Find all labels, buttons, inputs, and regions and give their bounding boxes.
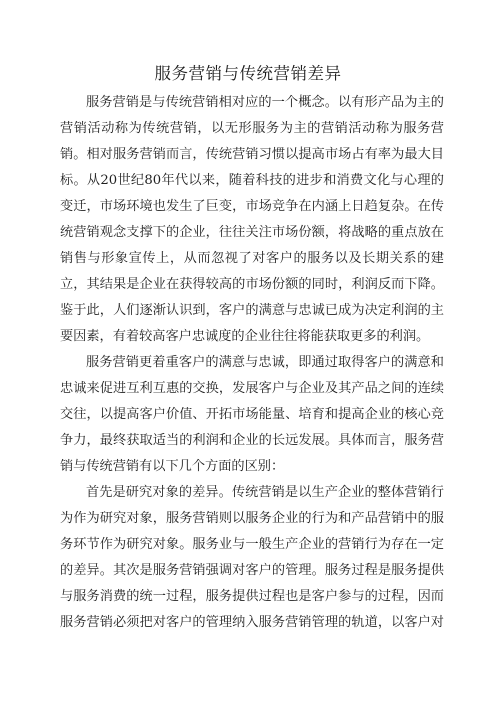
paragraph-line: 销。相对服务营销而言，传统营销习惯以提高市场占有率为最大目 [60, 147, 444, 162]
paragraph-line: 统营销观念支撑下的企业，往往关注市场份额，将战略的重点放在 [60, 225, 444, 240]
paragraph-line: 务环节作为研究对象。服务业与一般生产企业的营销行为存在一定 [60, 537, 444, 552]
paragraph-line: 标。从20世纪80年代以来，随着科技的进步和消费文化与心理的 [60, 173, 444, 188]
paragraph-line: 营销活动称为传统营销，以无形服务为主的营销活动称为服务营 [60, 121, 444, 136]
paragraph-line: 销与传统营销有以下几个方面的区别： [60, 459, 285, 474]
document-title: 服务营销与传统营销差异 [154, 64, 342, 83]
paragraph-line: 立，其结果是企业在获得较高的市场份额的同时，利润反而下降。 [60, 277, 444, 292]
paragraph-line: 忠诚来促进互利互惠的交换，发展客户与企业及其产品之间的连续 [60, 381, 444, 396]
paragraph-line: 服务营销必须把对客户的管理纳入服务营销管理的轨道，以客户对 [60, 615, 444, 630]
paragraph-line: 鉴于此，人们逐渐认识到，客户的满意与忠诚已成为决定利润的主 [60, 303, 444, 318]
paragraph-line: 服务营销是与传统营销相对应的一个概念。以有形产品为主的 [86, 95, 444, 110]
paragraph-line: 交往，以提高客户价值、开拓市场能量、培育和提高企业的核心竞 [60, 407, 444, 422]
paragraph-line: 与服务消费的统一过程，服务提供过程也是客户参与的过程，因而 [60, 589, 444, 604]
paragraph-line: 首先是研究对象的差异。传统营销是以生产企业的整体营销行 [86, 485, 444, 500]
paragraph-line: 争力，最终获取适当的利润和企业的长远发展。具体而言，服务营 [60, 433, 444, 448]
paragraph-line: 的差异。其次是服务营销强调对客户的管理。服务过程是服务提供 [60, 563, 444, 578]
paragraph-line: 服务营销更着重客户的满意与忠诚，即通过取得客户的满意和 [86, 355, 444, 370]
paragraph-line: 销售与形象宣传上，从而忽视了对客户的服务以及长期关系的建 [60, 251, 444, 266]
paragraph-line: 为作为研究对象，服务营销则以服务企业的行为和产品营销中的服 [60, 511, 444, 526]
paragraph-line: 变迁，市场环境也发生了巨变，市场竞争在内涵上日趋复杂。在传 [60, 199, 444, 214]
paragraph-line: 要因素，有着较高客户忠诚度的企业往往将能获取更多的利润。 [60, 329, 430, 344]
